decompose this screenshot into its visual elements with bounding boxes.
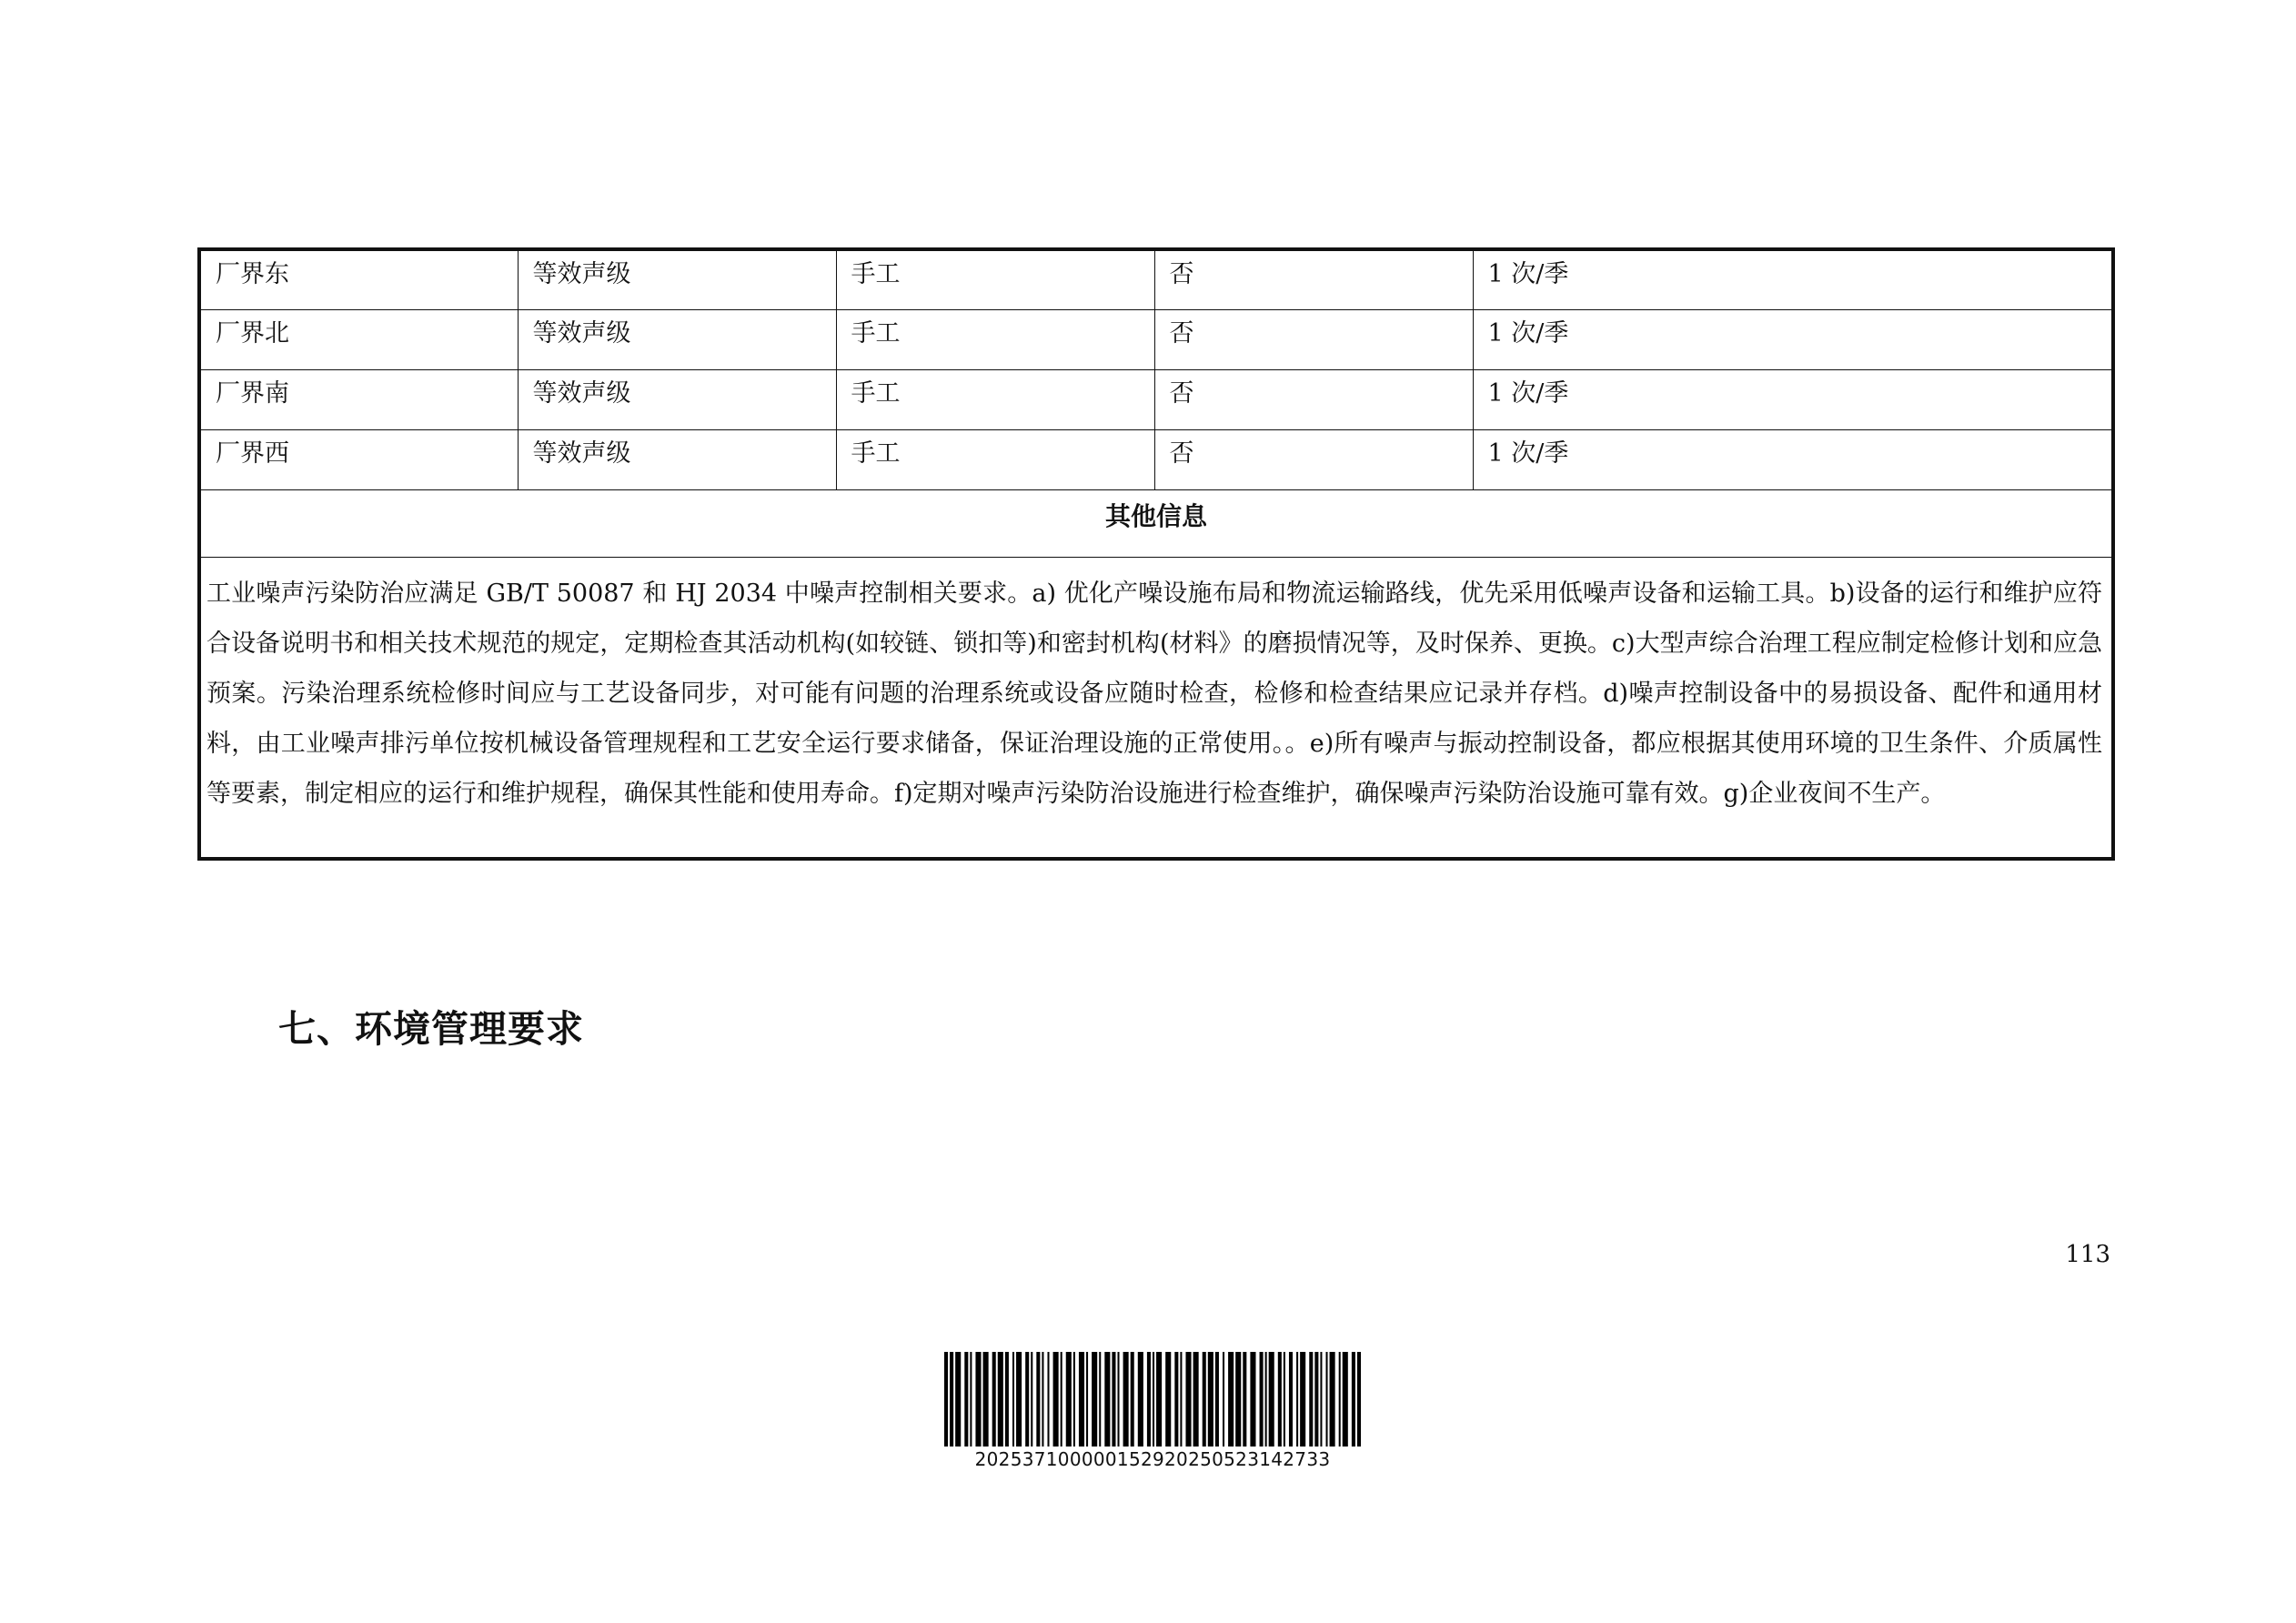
barcode-bar	[955, 1352, 961, 1447]
other-info-text: 工业噪声污染防治应满足 GB/T 50087 和 HJ 2034 中噪声控制相关要求。a) 优化产噪设施布局和物流运输路线，优先采用低噪声设备和运输工具。b)设备的运行和维护应符合设备说明书和相关技术规范的规定，定期检查其活动机构(如较链、锁扣等)和密封机构(材料》的磨损情况等，及时保养、更换。c)大型声综合治理工程应制定检修计划和应急预案。污染治理系统检修时间应与工艺设备同步，对可能有问题的治理系统或设备应随时检查，检修和检查结果应记录并存档。d)噪声控制设备中的易损设备、配件和通用材料，由工业噪声排污单位按机械设备管理规程和工艺安全运行要求储备，保证治理设施的正常使用。。e)所有噪声与振动控制设备，都应根据其使用环境的卫生条件、介质属性等要素，制定相应的运行和维护规程，确保其性能和使用寿命。f)定期对噪声污染防治设施进行检查维护，确保噪声污染防治设施可靠有效。g)企业夜间不生产。	[199, 557, 2113, 859]
barcode-bar	[1269, 1352, 1274, 1447]
barcode-bar	[1079, 1352, 1084, 1447]
barcode	[944, 1352, 1361, 1470]
barcode-bar	[998, 1352, 1003, 1447]
barcode-bar	[1180, 1352, 1182, 1447]
barcode-bar	[950, 1352, 953, 1447]
barcode-bar	[1099, 1352, 1101, 1447]
barcode-bar	[1330, 1352, 1335, 1447]
barcode-bar	[1112, 1352, 1115, 1447]
indicator-cell: 等效声级	[518, 249, 836, 309]
method-cell: 手工	[836, 249, 1154, 309]
barcode-bar	[1073, 1352, 1075, 1447]
barcode-bar	[1265, 1352, 1267, 1447]
barcode-bar	[1243, 1352, 1246, 1447]
barcode-bar	[1156, 1352, 1162, 1447]
barcode-bar	[1047, 1352, 1049, 1447]
table-row	[199, 309, 2113, 369]
auto-cell: 否	[1154, 429, 1473, 489]
table-row	[199, 369, 2113, 429]
barcode-bar	[970, 1352, 972, 1447]
barcode-bar	[1042, 1352, 1043, 1447]
location-cell: 厂界东	[199, 249, 518, 309]
frequency-cell: 1 次/季	[1473, 249, 2113, 309]
barcode-bar	[1185, 1352, 1191, 1447]
barcode-bars	[944, 1352, 1361, 1447]
barcode-bar	[1123, 1352, 1129, 1447]
barcode-bar	[1235, 1352, 1241, 1447]
barcode-number: 202537100000152920250523142733	[974, 1448, 1331, 1470]
barcode-bar	[1092, 1352, 1097, 1447]
barcode-bar	[1012, 1352, 1014, 1447]
barcode-bar	[1118, 1352, 1120, 1447]
monitoring-table	[197, 247, 2115, 861]
method-cell: 手工	[836, 429, 1154, 489]
barcode-bar	[1343, 1352, 1348, 1447]
barcode-bar	[1284, 1352, 1285, 1447]
auto-cell: 否	[1154, 309, 1473, 369]
barcode-bar	[983, 1352, 989, 1447]
barcode-bar	[1320, 1352, 1322, 1447]
barcode-bar	[1208, 1352, 1213, 1447]
barcode-bar	[1061, 1352, 1062, 1447]
barcode-bar	[1357, 1352, 1361, 1447]
barcode-bar	[964, 1352, 968, 1447]
other-info-body-row	[199, 557, 2113, 859]
barcode-bar	[1296, 1352, 1298, 1447]
barcode-bar	[944, 1352, 948, 1447]
table-row	[199, 429, 2113, 489]
barcode-bar	[1193, 1352, 1199, 1447]
barcode-bar	[1339, 1352, 1341, 1447]
barcode-bar	[1215, 1352, 1219, 1447]
page-number: 113	[2065, 1241, 2110, 1268]
barcode-bar	[1289, 1352, 1293, 1447]
frequency-cell: 1 次/季	[1473, 369, 2113, 429]
barcode-bar	[1165, 1352, 1171, 1447]
barcode-bar	[1138, 1352, 1143, 1447]
frequency-cell: 1 次/季	[1473, 309, 2113, 369]
barcode-bar	[1326, 1352, 1328, 1447]
barcode-bar	[1025, 1352, 1029, 1447]
table-row	[199, 249, 2113, 309]
method-cell: 手工	[836, 309, 1154, 369]
barcode-bar	[1005, 1352, 1009, 1447]
barcode-bar	[1153, 1352, 1154, 1447]
barcode-bar	[1053, 1352, 1059, 1447]
barcode-bar	[1300, 1352, 1305, 1447]
barcode-bar	[1031, 1352, 1032, 1447]
barcode-bar	[1104, 1352, 1110, 1447]
barcode-bar	[975, 1352, 981, 1447]
barcode-bar	[1352, 1352, 1355, 1447]
barcode-bar	[1228, 1352, 1234, 1447]
location-cell: 厂界西	[199, 429, 518, 489]
barcode-bar	[1036, 1352, 1040, 1447]
indicator-cell: 等效声级	[518, 429, 836, 489]
indicator-cell: 等效声级	[518, 369, 836, 429]
barcode-bar	[1260, 1352, 1264, 1447]
auto-cell: 否	[1154, 249, 1473, 309]
barcode-bar	[1278, 1352, 1282, 1447]
barcode-bar	[1066, 1352, 1072, 1447]
indicator-cell: 等效声级	[518, 309, 836, 369]
barcode-bar	[1086, 1352, 1088, 1447]
other-info-title: 其他信息	[199, 489, 2113, 557]
barcode-bar	[1250, 1352, 1255, 1447]
method-cell: 手工	[836, 369, 1154, 429]
barcode-bar	[1174, 1352, 1178, 1447]
auto-cell: 否	[1154, 369, 1473, 429]
barcode-bar	[1147, 1352, 1151, 1447]
barcode-bar	[992, 1352, 996, 1447]
location-cell: 厂界北	[199, 309, 518, 369]
barcode-bar	[1203, 1352, 1206, 1447]
location-cell: 厂界南	[199, 369, 518, 429]
frequency-cell: 1 次/季	[1473, 429, 2113, 489]
other-info-header-row	[199, 489, 2113, 557]
barcode-bar	[1016, 1352, 1022, 1447]
barcode-bar	[1131, 1352, 1134, 1447]
barcode-bar	[1314, 1352, 1318, 1447]
barcode-bar	[1223, 1352, 1224, 1447]
section-heading: 七、环境管理要求	[278, 1007, 584, 1051]
barcode-bar	[1309, 1352, 1313, 1447]
